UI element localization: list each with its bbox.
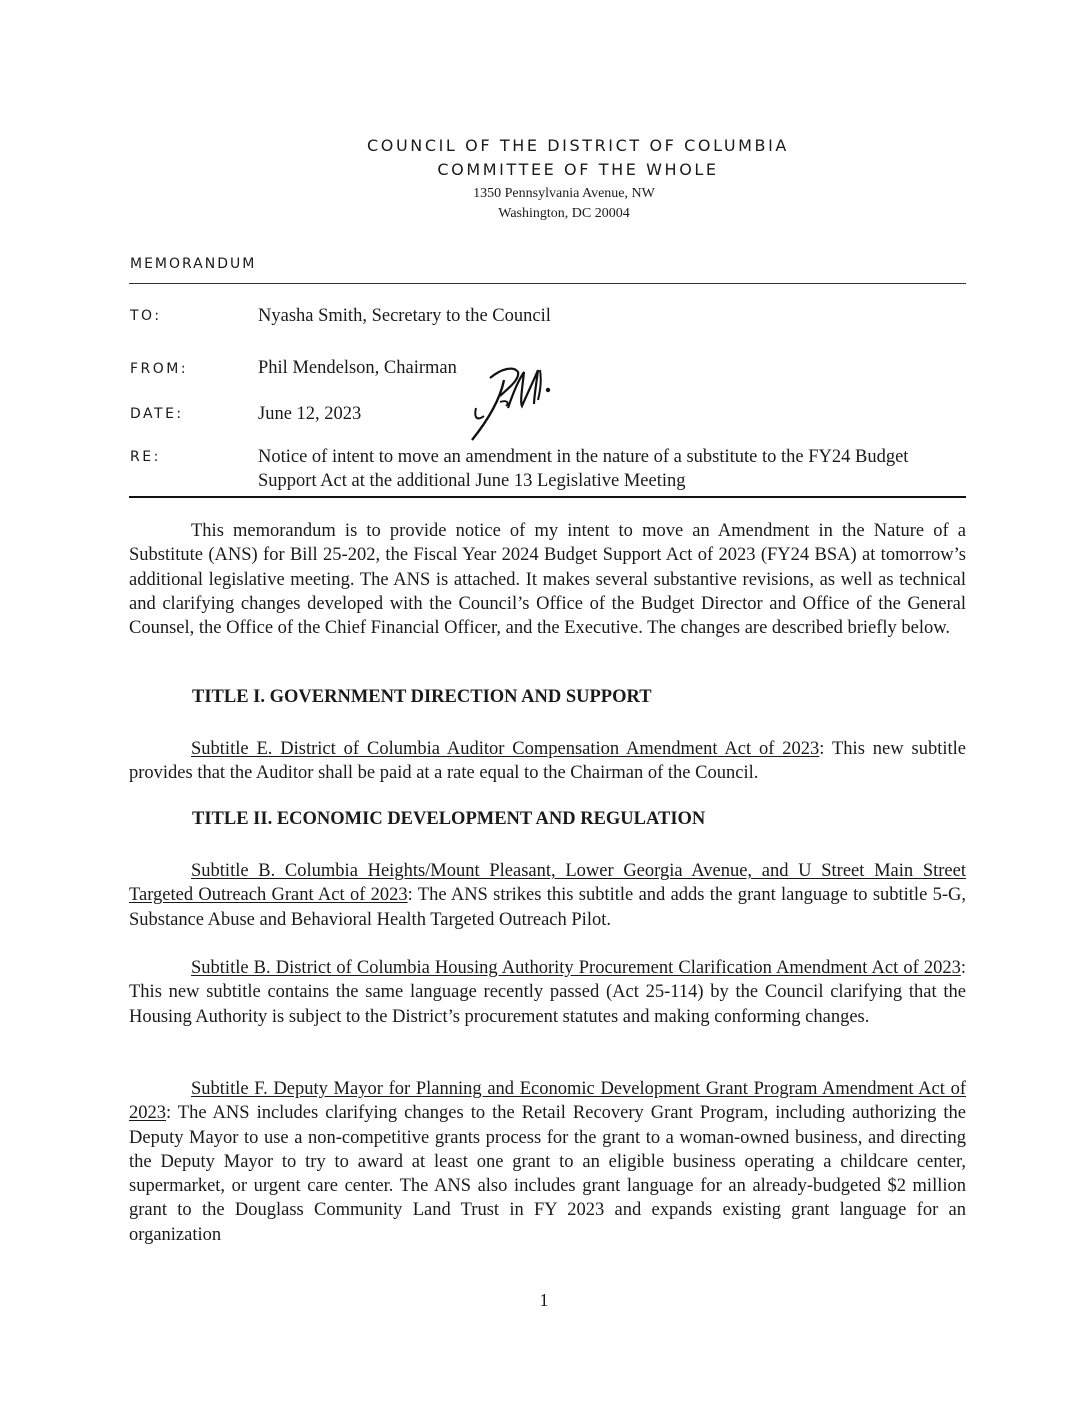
letterhead-committee: COMMITTEE OF THE WHOLE [437,160,719,179]
to-value: Nyasha Smith, Secretary to the Council [258,306,551,326]
signature-mark [462,350,572,445]
header-top-rule [129,283,966,284]
subtitle-link-title: Subtitle E. District of Columbia Auditor Compensation Amendment Act of 2023 [191,739,820,759]
date-value: June 12, 2023 [258,404,362,424]
subtitle-description: : This new subtitle contains the same language recently passed (Act 25-114) by the Council clarifying that the Housing Authority is subject to the District’s procurement statutes and making conforming changes. [129,958,966,1027]
section-item [129,859,966,932]
intro-paragraph: This memorandum is to provide notice of my intent to move an Amendment in the Nature of a Substitute (ANS) for Bill 25-202, the Fiscal Year 2024 Budget Support Act of 2023 (FY24 BSA) at tomorrow’s additional legislative meeting. The ANS is attached. It makes several substantive revisions, as well as technical and clarifying changes developed with the Council’s Office of the Budget Director and Office of the General Counsel, the Office of the Chief Financial Officer, and the Executive. The changes are described briefly below. [129,521,966,639]
date-label: DATE: [130,406,184,422]
letterhead-org: COUNCIL OF THE DISTRICT OF COLUMBIA [367,136,789,155]
re-value: Notice of intent to move an amendment in the nature of a substitute to the FY24 Budget Support Act at the additional June 13 Legislative Meeting [258,447,909,491]
subtitle-link-title: Subtitle B. District of Columbia Housing Authority Procurement Clarification Amendment Act of 2023 [191,958,961,978]
page-number: 1 [539,1290,549,1310]
section-item [129,737,966,786]
section-heading-title-2: TITLE II. ECONOMIC DEVELOPMENT AND REGULATION [192,809,706,829]
subtitle-description: : The ANS includes clarifying changes to the Retail Recovery Grant Program, including authorizing the Deputy Mayor to use a non-competitive grants process for the grant to a woman-owned business, and directing the Deputy Mayor to try to award at least one grant to an eligible business operating a childcare center, supermarket, or urgent care center. The ANS also includes grant language for an already-budgeted $2 million grant to the Douglass Community Land Trust in FY 2023 and expands existing grant language for an organization [129,1103,966,1245]
memo-label: MEMORANDUM [130,256,257,272]
section-item [129,956,966,1029]
to-label: TO: [130,308,162,324]
subtitle-link-title: Subtitle B. Columbia Heights/Mount Pleasant, Lower Georgia Avenue, and U Street Main Street Targeted Outreach Grant Act of 2023 [129,861,966,906]
section-item [129,1077,966,1247]
from-label: FROM: [130,361,189,377]
subtitle-description: : The ANS strikes this subtitle and adds the grant language to subtitle 5-G, Substance Abuse and Behavioral Health Targeted Outreach Pilot. [129,885,966,930]
subtitle-link-title: Subtitle F. Deputy Mayor for Planning and Economic Development Grant Program Amendment Act of 2023 [129,1079,966,1124]
re-label: RE: [130,449,161,465]
header-bottom-rule [129,496,966,498]
subtitle-description: : This new subtitle provides that the Auditor shall be paid at a rate equal to the Chairman of the Council. [129,739,966,784]
letterhead-address-line1: 1350 Pennsylvania Avenue, NW [473,186,655,201]
from-value: Phil Mendelson, Chairman [258,358,457,378]
letterhead-address-line2: Washington, DC 20004 [498,206,630,221]
section-heading-title-1: TITLE I. GOVERNMENT DIRECTION AND SUPPORT [192,687,652,707]
